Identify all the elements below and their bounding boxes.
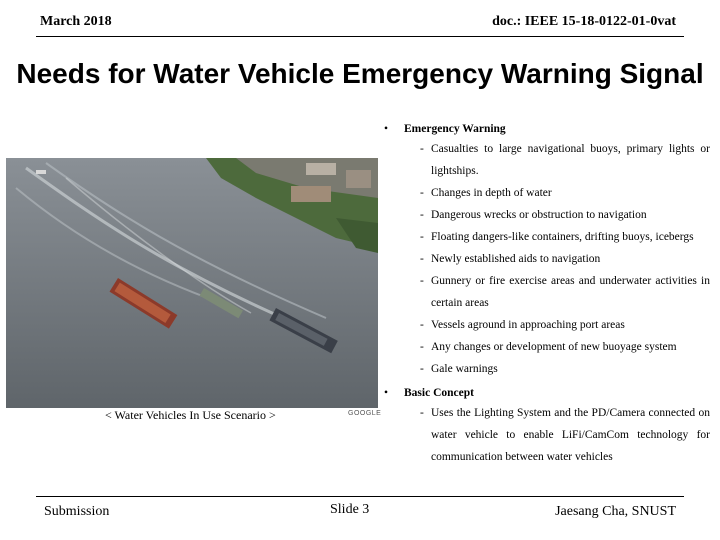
bullet-basic-concept	[380, 384, 710, 402]
list-item: - Gunnery or fire exercise areas and underwater activities in certain areas	[420, 275, 710, 309]
list-item: - Dangerous wrecks or obstruction to navigation	[420, 209, 647, 221]
bullet-heading: Basic Concept	[404, 387, 474, 399]
list-item: - Changes in depth of water	[420, 187, 552, 199]
footer-submission: Submission	[44, 504, 110, 519]
list-item: - Uses the Lighting System and the PD/Camera connected on water vehicle to enable LiFi/CamCom technology for communication between water vehicles	[420, 407, 710, 463]
list-item: - Gale warnings	[420, 363, 498, 375]
list-item: - Vessels aground in approaching port areas	[420, 319, 625, 331]
list-item: - Casualties to large navigational buoys, primary lights or lightships.	[420, 143, 710, 177]
header-rule	[36, 36, 684, 37]
bullet-mark: •	[384, 387, 389, 399]
header-doc-number: doc.: IEEE 15-18-0122-01-0vat	[492, 14, 676, 29]
photo-caption: < Water Vehicles In Use Scenario >	[105, 408, 276, 422]
photo-watermark: GOOGLE	[348, 410, 382, 417]
water-vehicles-photo	[6, 158, 378, 408]
footer-author: Jaesang Cha, SNUST	[555, 504, 676, 519]
footer-slide-number: Slide 3	[330, 502, 370, 517]
list-item: - Newly established aids to navigation	[420, 253, 601, 265]
list-item: - Floating dangers-like containers, drifting buoys, icebergs	[420, 231, 694, 243]
content-list	[380, 116, 710, 468]
bullet-emergency-warning	[380, 120, 710, 138]
footer-rule	[36, 496, 684, 497]
bullet-mark: •	[384, 123, 389, 135]
list-item: - Any changes or development of new buoyage system	[420, 341, 677, 353]
slide-title: Needs for Water Vehicle Emergency Warning Signal	[16, 58, 704, 89]
bullet-heading: Emergency Warning	[404, 123, 506, 135]
header-date: March 2018	[40, 14, 112, 29]
